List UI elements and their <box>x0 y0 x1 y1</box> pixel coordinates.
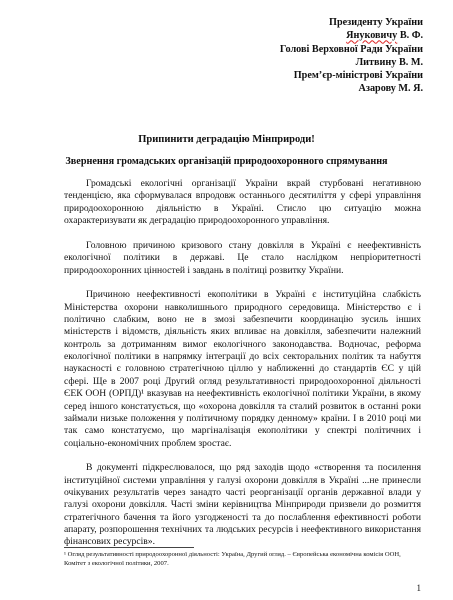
body-paragraph: Громадські екологічні організації України вкрай стурбовані негативною тенденцією, яка сформувалася впродовж останнього десятиліття у сфері управління природоохоронною діяльністю в Україні. Стисло цю ситуацію можна охарактеризувати як деградацію природоохоронного управління. <box>64 178 421 227</box>
page-number: 1 <box>416 583 421 593</box>
addressee-line: Прем’єр-міністрові України <box>293 70 423 82</box>
body-paragraph: Причиною неефективності екополітики в Україні є інституційна слабкість Міністерства охорони навколишнього природного середовища. Міністерство є і політично слабким, воно не в змозі забезпечити координацію зусиль інших міністерств і відомств, діяльність яких впливає на довкілля, забезпечити належний контроль за дотриманням вимог екологічного законодавства. Водночас, реформа екологічної політики в напрямку інтеграції до всіх секторальних політик та набуття наукасності є головною стратегічною ціллю у наближенні до стандартів ЄС у цій сфері. Ще в 2007 році Другий огляд результативності природоохоронної діяльності ЄЕК ООН (ОРПД)¹ вказував на неефективність екологічної політики України, в якому серед іншого констатується, що «охорона довкілля та сталий розвиток в останні роки займали низьке положення у політичному порядку денному» країни. І в 2010 році ми так само констатуємо, що маргіналізація екополітики у спектрі політичних і соціально-економічних проблем зростає. <box>64 289 421 449</box>
addressee-line: Литвину В. М. <box>355 56 423 68</box>
addressee-block <box>280 16 423 96</box>
document-body <box>64 178 421 561</box>
document-title: Припинити деградацію Мінприроди! <box>138 134 315 145</box>
footnote-divider <box>64 547 194 548</box>
addressee-line: Голові Верховної Ради України <box>279 43 423 55</box>
addressee-surname: Януковичу <box>346 30 398 42</box>
body-paragraph: Головною причиною кризового стану довкілля в Україні є неефективність екологічної політики в державі. Це стало наслідком непріоритетності природоохоронних цінностей і завдань в політиці розвитку України. <box>64 239 421 276</box>
addressee-line: Януковичу В. Ф. <box>346 30 423 42</box>
body-paragraph: В документі підкреслювалося, що ряд заходів щодо «створення та посилення інституційної системи управління у галузі охорони довкілля в Україні ...не принесли очікуваних результатів через занадто часті реорганізації органів державної влади у галузі охорони довкілля. Часті зміни керівництва Мінприроди призвели до розмиття стратегічного бачення та його узгодженості та до послаблення ефективності роботи апарату, розпорошення технічних та людських ресурсів і неефективного використання фінансових ресурсів». <box>64 462 421 548</box>
addressee-line: Президенту України <box>329 17 423 28</box>
footnote: ¹ Огляд результативності природоохоронної діяльності: Україна, Другий огляд. – Європейська економічна комісія ООН, Комітет з екологічної політики, 2007. <box>64 551 401 567</box>
document-subtitle: Звернення громадських організацій природоохоронного спрямування <box>65 156 388 167</box>
addressee-line: Азарову М. Я. <box>358 83 423 95</box>
